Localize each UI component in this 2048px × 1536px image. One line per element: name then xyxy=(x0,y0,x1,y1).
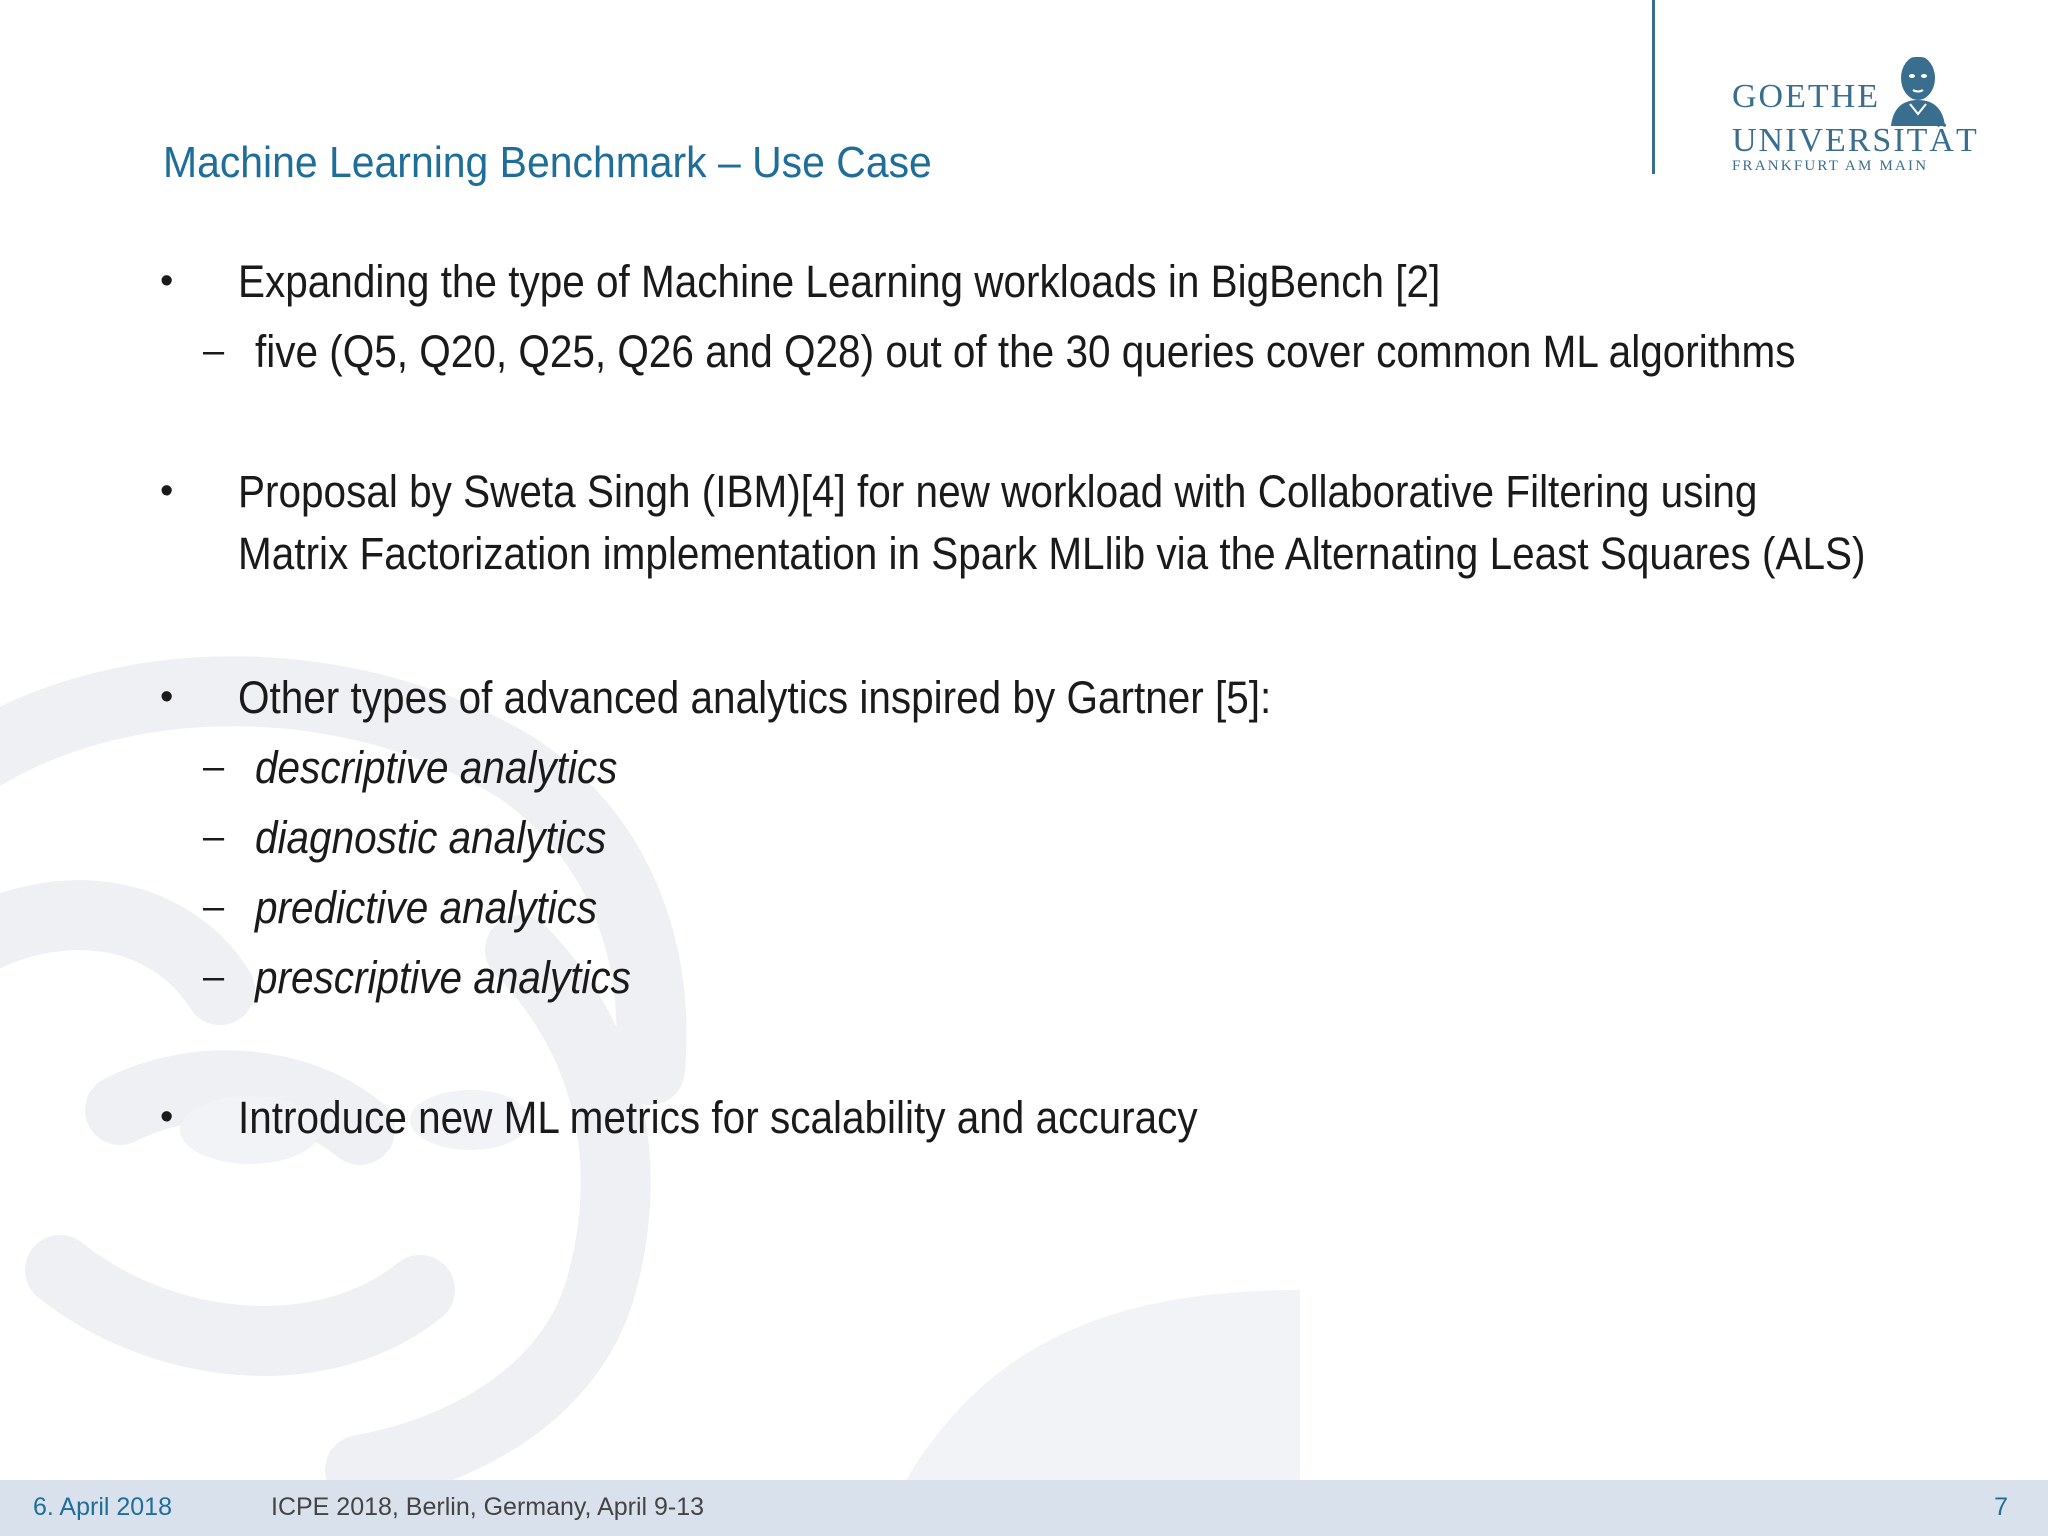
bullet-marker: • xyxy=(160,676,174,718)
bullet-2-line-2: Matrix Factorization implementation in Spark MLlib via the Alternating Least Squares (ALS) xyxy=(238,528,1866,579)
bullet-3-text: Other types of advanced analytics inspired by Gartner [5]: xyxy=(238,672,1272,723)
footer-conference: ICPE 2018, Berlin, Germany, April 9-13 xyxy=(271,1493,705,1521)
bullet-1-sub-1: five (Q5, Q20, Q25, Q26 and Q28) out of the 30 queries cover common ML algorithms xyxy=(255,326,1796,377)
bullet-4-text: Introduce new ML metrics for scalability and accuracy xyxy=(238,1092,1198,1143)
dash-marker: – xyxy=(203,746,225,788)
logo-frankfurt-text: FRANKFURT AM MAIN xyxy=(1732,158,1929,174)
dash-marker: – xyxy=(203,886,225,928)
logo-goethe-text: GOETHE xyxy=(1732,78,1880,115)
footer-date: 6. April 2018 xyxy=(33,1493,172,1521)
bullet-marker: • xyxy=(160,1096,174,1138)
logo-universitaet-text: UNIVERSITÄT xyxy=(1732,122,1979,159)
bullet-marker: • xyxy=(160,260,174,302)
bullet-3-sub-3: predictive analytics xyxy=(255,882,598,933)
page-number: 7 xyxy=(1994,1493,2008,1521)
bullet-3-sub-4: prescriptive analytics xyxy=(255,952,631,1003)
bullet-1-text: Expanding the type of Machine Learning workloads in BigBench [2] xyxy=(238,256,1441,307)
bullet-3-sub-1: descriptive analytics xyxy=(255,742,618,793)
slide-title: Machine Learning Benchmark – Use Case xyxy=(163,138,932,187)
dash-marker: – xyxy=(203,956,225,998)
bullet-3-sub-2: diagnostic analytics xyxy=(255,812,607,863)
dash-marker: – xyxy=(203,330,225,372)
dash-marker: – xyxy=(203,816,225,858)
slide-footer xyxy=(0,1480,2048,1536)
bullet-marker: • xyxy=(160,470,174,512)
bullet-2-line-1: Proposal by Sweta Singh (IBM)[4] for new workload with Collaborative Filtering using xyxy=(238,466,1758,517)
